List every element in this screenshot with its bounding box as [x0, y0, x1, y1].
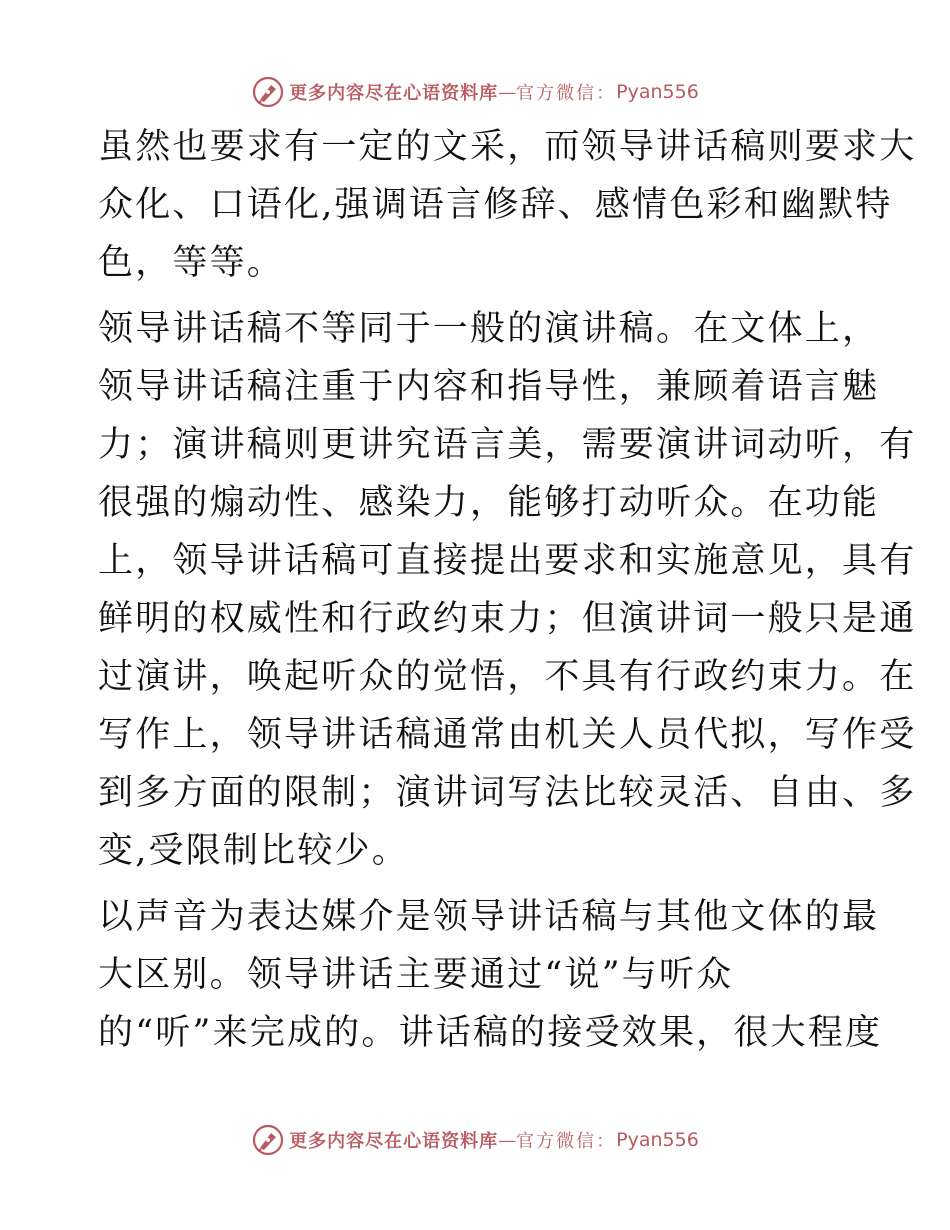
- text-line: 力；演讲稿则更讲究语言美，需要演讲词动听，有: [98, 425, 917, 465]
- text-line: 众化、口语化,强调语言修辞、感情色彩和幽默特: [98, 185, 893, 225]
- paragraph-2: [98, 300, 917, 880]
- paragraph-1: [98, 118, 917, 292]
- text-line: 变,受限制比较少。: [98, 831, 409, 871]
- banner-wechat-id: Pyan556: [616, 81, 699, 103]
- text-line: 领导讲话稿不等同于一般的演讲稿。在文体上，: [98, 309, 880, 349]
- paragraph-3: [98, 888, 883, 1062]
- footer-banner: [0, 1118, 950, 1162]
- text-line: 很强的煽动性、感染力，能够打动听众。在功能: [98, 483, 880, 523]
- banner-brand-text: 更多内容尽在心语资料库: [289, 83, 499, 104]
- text-line: 上，领导讲话稿可直接提出要求和实施意见，具有: [98, 541, 917, 581]
- document-body: [98, 118, 917, 1062]
- banner-contact-label: 官方微信：: [516, 83, 617, 104]
- text-line: 以声音为表达媒介是领导讲话稿与其他文体的最: [98, 897, 880, 937]
- banner-contact-label: 官方微信：: [516, 1131, 617, 1152]
- text-line: 写作上，领导讲话稿通常由机关人员代拟，写作受: [98, 715, 917, 755]
- text-line: 的“听”来完成的。讲话稿的接受效果，很大程度: [98, 1013, 883, 1053]
- banner-wechat-id: Pyan556: [616, 1129, 699, 1151]
- banner-separator: —: [498, 1129, 517, 1151]
- text-line: 领导讲话稿注重于内容和指导性，兼顾着语言魅: [98, 367, 880, 407]
- text-line: 到多方面的限制；演讲词写法比较灵活、自由、多: [98, 773, 917, 813]
- banner-separator: —: [498, 81, 517, 103]
- banner-brand-text: 更多内容尽在心语资料库: [289, 1131, 499, 1152]
- text-line: 虽然也要求有一定的文采，而领导讲话稿则要求大: [98, 127, 917, 167]
- header-banner: [0, 70, 950, 114]
- pen-nib-circle-icon: [251, 1123, 285, 1157]
- text-line: 色，等等。: [98, 243, 285, 283]
- text-line: 过演讲，唤起听众的觉悟，不具有行政约束力。在: [98, 657, 917, 697]
- pen-nib-circle-icon: [251, 75, 285, 109]
- text-line: 鲜明的权威性和行政约束力；但演讲词一般只是通: [98, 599, 917, 639]
- text-line: 大区别。领导讲话主要通过“说”与听众: [98, 955, 734, 995]
